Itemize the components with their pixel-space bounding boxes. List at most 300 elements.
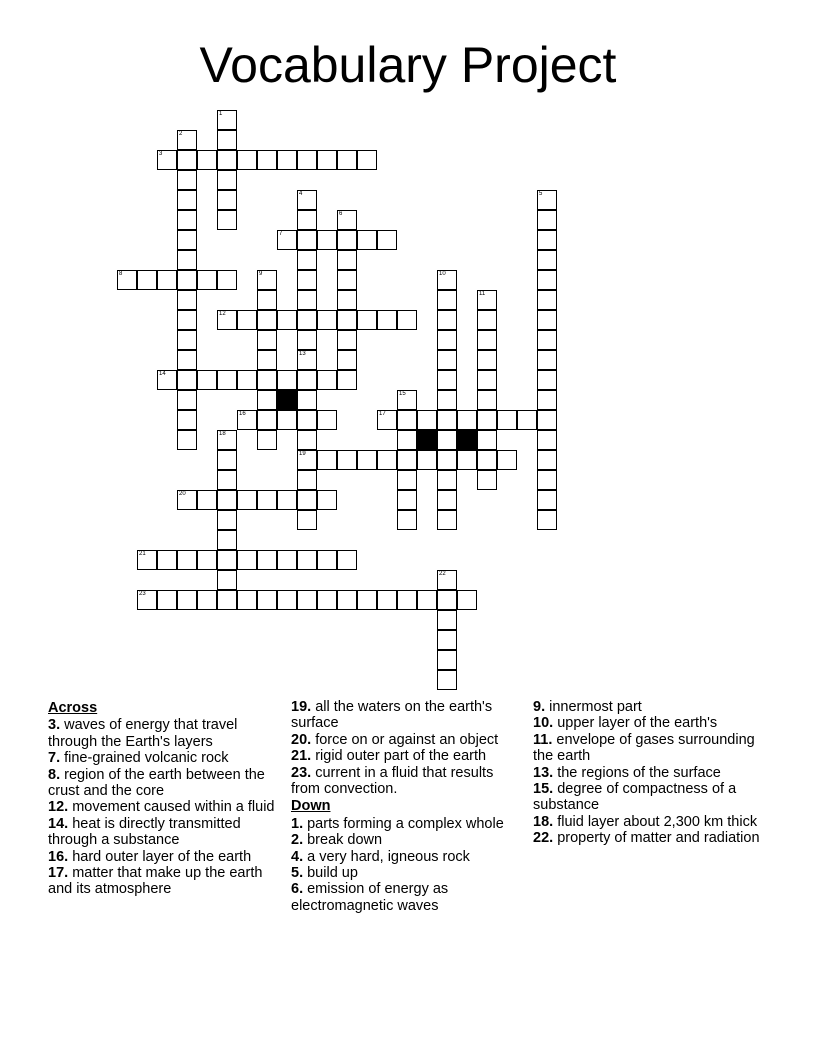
grid-cell[interactable] [337,590,357,610]
grid-cell[interactable] [257,410,277,430]
grid-cell[interactable] [537,250,557,270]
clue-num: 10. [533,715,554,732]
grid-cell[interactable] [177,270,197,290]
clue-num: 7. [48,750,61,767]
grid-cell[interactable] [337,250,357,270]
grid-cell[interactable] [137,550,157,570]
grid-cell[interactable] [437,350,457,370]
grid-cell[interactable] [277,490,297,510]
grid-cell[interactable] [257,590,277,610]
grid-cell[interactable] [217,310,237,330]
grid-cell[interactable] [257,150,277,170]
grid-cell[interactable] [437,670,457,690]
grid-cell[interactable] [177,230,197,250]
grid-cell[interactable] [217,430,237,450]
grid-cell[interactable] [237,590,257,610]
grid-cell[interactable] [537,390,557,410]
grid-cell[interactable] [237,490,257,510]
grid-cell[interactable] [297,430,317,450]
grid-cell[interactable] [237,410,257,430]
across-clue [291,765,516,798]
grid-cell[interactable] [257,310,277,330]
grid-cell[interactable] [537,290,557,310]
clue-num: 4. [291,848,304,865]
clue-text: current in a fluid that results from convection. [291,764,494,798]
grid-cell[interactable] [437,310,457,330]
grid-cell[interactable] [317,450,337,470]
grid-cell[interactable] [257,430,277,450]
across-clues-part-1 [48,717,284,897]
grid-cell[interactable] [437,570,457,590]
grid-cell[interactable] [297,210,317,230]
grid-cell[interactable] [277,410,297,430]
clue-number: 12 [219,311,226,317]
grid-cell[interactable] [477,470,497,490]
grid-cell[interactable] [177,130,197,150]
grid-cell[interactable] [537,230,557,250]
down-clue [291,881,516,914]
down-clue [533,830,769,846]
clue-num: 20. [291,731,312,748]
grid-cell[interactable] [377,450,397,470]
across-clue [291,732,516,748]
down-clues-part-2 [533,699,769,847]
grid-cell[interactable] [297,230,317,250]
grid-cell[interactable] [297,470,317,490]
clue-text: property of matter and radiation [553,830,760,847]
grid-cell[interactable] [497,450,517,470]
clue-column-3 [533,699,769,847]
grid-cell[interactable] [317,590,337,610]
grid-cell[interactable] [477,310,497,330]
grid-cell[interactable] [437,470,457,490]
grid-cell[interactable] [397,410,417,430]
across-clue [48,750,284,766]
grid-cell[interactable] [517,410,537,430]
grid-cell[interactable] [297,390,317,410]
clue-num: 12. [48,799,69,816]
grid-cell[interactable] [177,590,197,610]
grid-cell[interactable] [337,210,357,230]
grid-cell[interactable] [437,450,457,470]
grid-cell[interactable] [217,270,237,290]
grid-cell[interactable] [197,590,217,610]
grid-cell[interactable] [537,510,557,530]
grid-cell[interactable] [477,350,497,370]
clue-num: 19. [291,699,312,715]
clue-num: 14. [48,815,69,832]
grid-cell[interactable] [237,370,257,390]
grid-cell[interactable] [317,410,337,430]
grid-cell[interactable] [137,270,157,290]
grid-cell[interactable] [157,370,177,390]
grid-cell[interactable] [277,150,297,170]
grid-cell[interactable] [337,370,357,390]
grid-cell[interactable] [177,550,197,570]
black-cell [417,430,437,450]
grid-cell[interactable] [317,490,337,510]
clue-number: 17 [379,411,386,417]
grid-cell[interactable] [397,490,417,510]
grid-cell[interactable] [317,230,337,250]
down-clue [533,699,769,715]
clue-text: the regions of the surface [553,764,721,781]
across-heading: Across [48,700,98,716]
clue-num: 11. [533,731,553,748]
clue-num: 17. [48,865,69,882]
grid-cell[interactable] [297,450,317,470]
grid-cell[interactable] [217,570,237,590]
clue-number: 9 [259,271,263,277]
grid-cell[interactable] [297,310,317,330]
grid-cell[interactable] [417,590,437,610]
grid-cell[interactable] [257,350,277,370]
clue-number: 21 [139,551,146,557]
grid-cell[interactable] [277,590,297,610]
down-clue [291,865,516,881]
grid-cell[interactable] [297,550,317,570]
down-heading: Down [291,798,331,815]
clue-text: matter that make up the earth and its atmosphere [48,865,263,898]
grid-cell[interactable] [537,190,557,210]
black-cell [457,430,477,450]
grid-cell[interactable] [457,590,477,610]
clue-text: build up [303,865,358,882]
clue-number: 20 [179,491,186,497]
grid-cell[interactable] [537,350,557,370]
clue-text: heat is directly transmitted through a substance [48,815,241,849]
grid-cell[interactable] [137,590,157,610]
grid-cell[interactable] [477,330,497,350]
clue-num: 23. [291,764,312,781]
grid-cell[interactable] [117,270,137,290]
across-clue [48,799,284,815]
grid-cell[interactable] [377,410,397,430]
clue-num: 9. [533,699,546,715]
clue-number: 16 [239,411,246,417]
grid-cell[interactable] [437,410,457,430]
grid-cell[interactable] [397,510,417,530]
clue-text: rigid outer part of the earth [311,748,487,765]
grid-cell[interactable] [377,230,397,250]
grid-cell[interactable] [537,490,557,510]
grid-cell[interactable] [217,550,237,570]
down-clue [533,814,769,830]
grid-cell[interactable] [437,330,457,350]
grid-cell[interactable] [297,290,317,310]
across-clue [291,699,516,732]
grid-cell[interactable] [257,370,277,390]
grid-cell[interactable] [257,270,277,290]
grid-cell[interactable] [217,130,237,150]
clue-number: 4 [299,191,303,197]
grid-cell[interactable] [297,510,317,530]
grid-cell[interactable] [237,550,257,570]
grid-cell[interactable] [437,370,457,390]
grid-cell[interactable] [197,150,217,170]
grid-cell[interactable] [297,150,317,170]
grid-cell[interactable] [217,470,237,490]
down-clue [533,765,769,781]
grid-cell[interactable] [297,370,317,390]
clue-text: envelope of gases surrounding the earth [533,731,755,765]
down-clue [291,816,516,832]
grid-cell[interactable] [537,410,557,430]
grid-cell[interactable] [297,410,317,430]
clue-number: 1 [219,111,223,117]
clue-number: 3 [159,151,163,157]
grid-cell[interactable] [297,330,317,350]
clue-text: break down [303,832,383,849]
clue-num: 3. [48,717,61,734]
clue-text: fine-grained volcanic rock [60,750,229,767]
grid-cell[interactable] [477,370,497,390]
grid-cell[interactable] [177,330,197,350]
grid-cell[interactable] [257,490,277,510]
grid-cell[interactable] [337,150,357,170]
clue-text: emission of energy as electromagnetic waves [291,881,449,914]
grid-cell[interactable] [217,190,237,210]
grid-cell[interactable] [177,290,197,310]
clue-text: a very hard, igneous rock [303,848,470,865]
grid-cell[interactable] [217,510,237,530]
down-clue [533,715,769,731]
clue-text: all the waters on the earth's surface [291,699,493,732]
grid-cell[interactable] [397,310,417,330]
clue-text: fluid layer about 2,300 km thick [553,813,758,830]
grid-cell[interactable] [297,190,317,210]
grid-cell[interactable] [437,490,457,510]
grid-cell[interactable] [217,110,237,130]
grid-cell[interactable] [377,310,397,330]
grid-cell[interactable] [157,550,177,570]
clue-num: 18. [533,813,554,830]
grid-cell[interactable] [437,270,457,290]
clue-num: 6. [291,881,304,898]
grid-cell[interactable] [237,150,257,170]
down-clues-part-1 [291,816,516,914]
grid-cell[interactable] [217,150,237,170]
grid-cell[interactable] [537,370,557,390]
grid-cell[interactable] [257,550,277,570]
grid-cell[interactable] [337,270,357,290]
clue-number: 8 [119,271,123,277]
grid-cell[interactable] [177,370,197,390]
grid-cell[interactable] [337,290,357,310]
clue-column-1 [48,699,284,898]
grid-cell[interactable] [297,270,317,290]
clue-num: 5. [291,865,304,882]
grid-cell[interactable] [457,450,477,470]
grid-cell[interactable] [317,150,337,170]
grid-cell[interactable] [177,410,197,430]
grid-cell[interactable] [217,530,237,550]
clue-num: 22. [533,830,554,847]
clue-number: 2 [179,131,183,137]
grid-cell[interactable] [477,430,497,450]
grid-cell[interactable] [457,410,477,430]
grid-cell[interactable] [537,470,557,490]
down-clue [533,732,769,765]
grid-cell[interactable] [317,550,337,570]
across-clue [48,865,284,898]
grid-cell[interactable] [297,590,317,610]
grid-cell[interactable] [277,550,297,570]
grid-cell[interactable] [157,150,177,170]
black-cell [277,390,297,410]
grid-cell[interactable] [437,590,457,610]
grid-cell[interactable] [377,590,397,610]
grid-cell[interactable] [157,590,177,610]
across-clue [48,816,284,849]
clue-number: 6 [339,211,343,217]
grid-cell[interactable] [317,370,337,390]
clue-num: 1. [291,815,304,832]
grid-cell[interactable] [177,150,197,170]
grid-cell[interactable] [217,170,237,190]
grid-cell[interactable] [177,190,197,210]
grid-cell[interactable] [257,290,277,310]
across-clues-part-2 [291,699,516,797]
grid-cell[interactable] [237,310,257,330]
grid-cell[interactable] [397,470,417,490]
grid-cell[interactable] [197,270,217,290]
grid-cell[interactable] [297,490,317,510]
grid-cell[interactable] [537,210,557,230]
grid-cell[interactable] [217,210,237,230]
grid-cell[interactable] [197,370,217,390]
grid-cell[interactable] [177,170,197,190]
clue-text: region of the earth between the crust and the core [48,766,265,800]
page-title: Vocabulary Project [199,37,617,93]
clue-number: 5 [539,191,543,197]
grid-cell[interactable] [177,250,197,270]
grid-cell[interactable] [357,310,377,330]
grid-cell[interactable] [337,230,357,250]
across-clue [48,849,284,865]
clue-number: 18 [219,431,226,437]
grid-cell[interactable] [297,350,317,370]
grid-cell[interactable] [337,310,357,330]
grid-cell[interactable] [437,510,457,530]
grid-cell[interactable] [357,450,377,470]
grid-cell[interactable] [397,590,417,610]
clue-number: 19 [299,451,306,457]
grid-cell[interactable] [157,270,177,290]
across-clue [291,748,516,764]
grid-cell[interactable] [177,430,197,450]
clue-num: 2. [291,832,304,849]
grid-cell[interactable] [217,590,237,610]
clue-text: upper layer of the earth's [553,715,718,732]
clue-number: 14 [159,371,166,377]
grid-cell[interactable] [337,330,357,350]
grid-cell[interactable] [337,350,357,370]
grid-cell[interactable] [337,550,357,570]
grid-cell[interactable] [177,490,197,510]
grid-cell[interactable] [537,330,557,350]
grid-cell[interactable] [437,290,457,310]
grid-cell[interactable] [397,430,417,450]
grid-cell[interactable] [537,450,557,470]
clue-num: 15. [533,781,554,798]
grid-cell[interactable] [317,310,337,330]
grid-cell[interactable] [397,390,417,410]
grid-cell[interactable] [497,410,517,430]
clue-number: 11 [479,291,486,297]
grid-cell[interactable] [417,450,437,470]
grid-cell[interactable] [477,450,497,470]
grid-cell[interactable] [177,210,197,230]
grid-cell[interactable] [177,310,197,330]
grid-cell[interactable] [537,430,557,450]
clue-column-2 [291,699,516,914]
grid-cell[interactable] [437,650,457,670]
clue-num: 8. [48,766,61,783]
grid-cell[interactable] [277,230,297,250]
clue-text: hard outer layer of the earth [68,848,252,865]
grid-cell[interactable] [477,410,497,430]
clue-number: 15 [399,391,406,397]
clue-num: 16. [48,848,69,865]
clue-text: movement caused within a fluid [68,799,275,816]
grid-cell[interactable] [177,350,197,370]
grid-cell[interactable] [537,270,557,290]
grid-cell[interactable] [417,410,437,430]
grid-cell[interactable] [537,310,557,330]
clue-number: 13 [299,351,306,357]
clue-text: force on or against an object [311,731,499,748]
clue-num: 21. [291,748,312,765]
grid-cell[interactable] [477,290,497,310]
down-clue [533,781,769,814]
grid-cell[interactable] [437,430,457,450]
grid-cell[interactable] [437,630,457,650]
grid-cell[interactable] [257,330,277,350]
clue-text: waves of energy that travel through the Earth's layers [48,717,238,750]
clue-number: 22 [439,571,446,577]
clue-num: 13. [533,764,554,781]
grid-cell[interactable] [217,450,237,470]
clue-text: innermost part [545,699,642,715]
grid-cell[interactable] [277,310,297,330]
grid-cell[interactable] [337,450,357,470]
down-clue [291,849,516,865]
grid-cell[interactable] [397,450,417,470]
grid-cell[interactable] [357,150,377,170]
grid-cell[interactable] [197,550,217,570]
grid-cell[interactable] [277,370,297,390]
clue-number: 10 [439,271,446,277]
grid-cell[interactable] [177,390,197,410]
clue-text: parts forming a complex whole [303,815,504,832]
clue-number: 23 [139,591,146,597]
grid-cell[interactable] [357,590,377,610]
clue-number: 7 [279,231,283,237]
grid-cell[interactable] [437,610,457,630]
grid-cell[interactable] [477,390,497,410]
across-clue [48,767,284,800]
grid-cell[interactable] [217,370,237,390]
grid-cell[interactable] [217,490,237,510]
clue-text: degree of compactness of a substance [533,781,737,814]
grid-cell[interactable] [297,250,317,270]
across-clue [48,717,284,750]
grid-cell[interactable] [437,390,457,410]
grid-cell[interactable] [357,230,377,250]
grid-cell[interactable] [197,490,217,510]
grid-cell[interactable] [257,390,277,410]
